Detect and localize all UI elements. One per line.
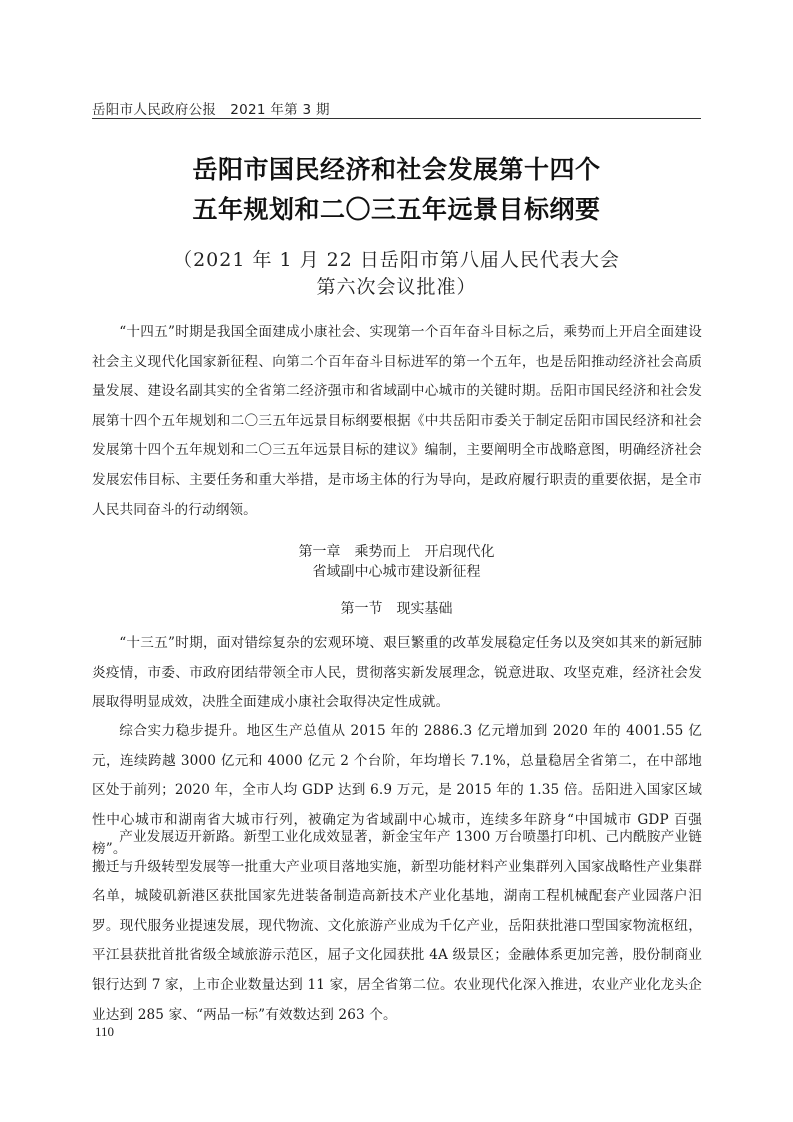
chapter-heading-line-2: 省域副中心城市建设新征程 [312, 564, 481, 580]
document-title-line-2: 五年规划和二〇三五年远景目标纲要 [192, 195, 601, 224]
body-paragraph: “十三五”时期，面对错综复杂的宏观环境、艰巨繁重的改革发展稳定任务以及突如其来的新冠肺炎疫情，市委、市政府团结带领全市人民，贯彻落实新发展理念，锐意进取、攻坚克难，经济社会发展取得明显成效，决胜全面建成小康社会取得决定性成就。 [92, 635, 702, 711]
header-divider [92, 118, 701, 119]
chapter-heading-line-1: 第一章 乘势而上 开启现代化 [298, 544, 495, 560]
body-paragraph: 产业发展迈开新路。新型工业化成效显著，新金宝年产 1300 万台喷墨打印机、己内酰胺产业链搬迁与升级转型发展等一批重大产业项目落地实施，新型功能材料产业集群列入国家战略性产业集群名单，城陵矶新港区获批国家先进装备制造高新技术产业化基地，湖南工程机械配套产业园落户汨罗。现代服务业提速发展，现代物流、文化旅游产业成为千亿产业，岳阳获批港口型国家物流枢纽，平江县获批首批省级全域旅游示范区，屈子文化园获批 4A 级景区；金融体系更加完善，股份制商业银行达到 7 家，上市企业数量达到 11 家，居全省第二位。农业现代化深入推进，农业产业化龙头企业达到 285 家、“两品一标”有效数达到 263 个。 [92, 829, 702, 1023]
body-paragraph: 综合实力稳步提升。地区生产总值从 2015 年的 2886.3 亿元增加到 2020 年的 4001.55 亿元，连续跨越 3000 亿元和 4000 亿元 2 个台阶，年均增长 7.1%，总量稳居全省第二，在中部地区处于前列；2020 年，全市人均 GDP 达到 6.9 万元，是 2015 年的 1.35 倍。岳阳进入国家区域性中心城市和湖南省大城市行列，被确定为省域副中心城市，连续多年跻身“中国城市 GDP 百强榜”。 [92, 723, 702, 858]
document-title-line-1: 岳阳市国民经济和社会发展第十四个 [192, 155, 601, 184]
approval-note-line-2: 第六次会议批准） [316, 276, 477, 298]
intro-paragraph: “十四五”时期是我国全面建成小康社会、实现第一个百年奋斗目标之后，乘势而上开启全面建设社会主义现代化国家新征程、向第二个百年奋斗目标进军的第一个五年，也是岳阳推动经济社会高质量发展、建设名副其实的全省第二经济强市和省域副中心城市的关键时期。岳阳市国民经济和社会发展第十四个五年规划和二〇三五年远景目标纲要根据《中共岳阳市委关于制定岳阳市国民经济和社会发展第十四个五年规划和二〇三五年远景目标的建议》编制，主要阐明全市战略意图，明确经济社会发展宏伟目标、主要任务和重大举措，是市场主体的行为导向，是政府履行职责的重要依据，是全市人民共同奋斗的行动纲领。 [92, 324, 702, 518]
approval-note-line-1: （2021 年 1 月 22 日岳阳市第八届人民代表大会 [173, 249, 620, 271]
section-heading: 第一节 现实基础 [340, 601, 453, 617]
publication-name: 岳阳市人民政府公报 [92, 102, 217, 118]
running-header [92, 98, 330, 118]
issue-number: 2021 年第 3 期 [230, 102, 330, 118]
page-number: 110 [95, 1024, 115, 1039]
